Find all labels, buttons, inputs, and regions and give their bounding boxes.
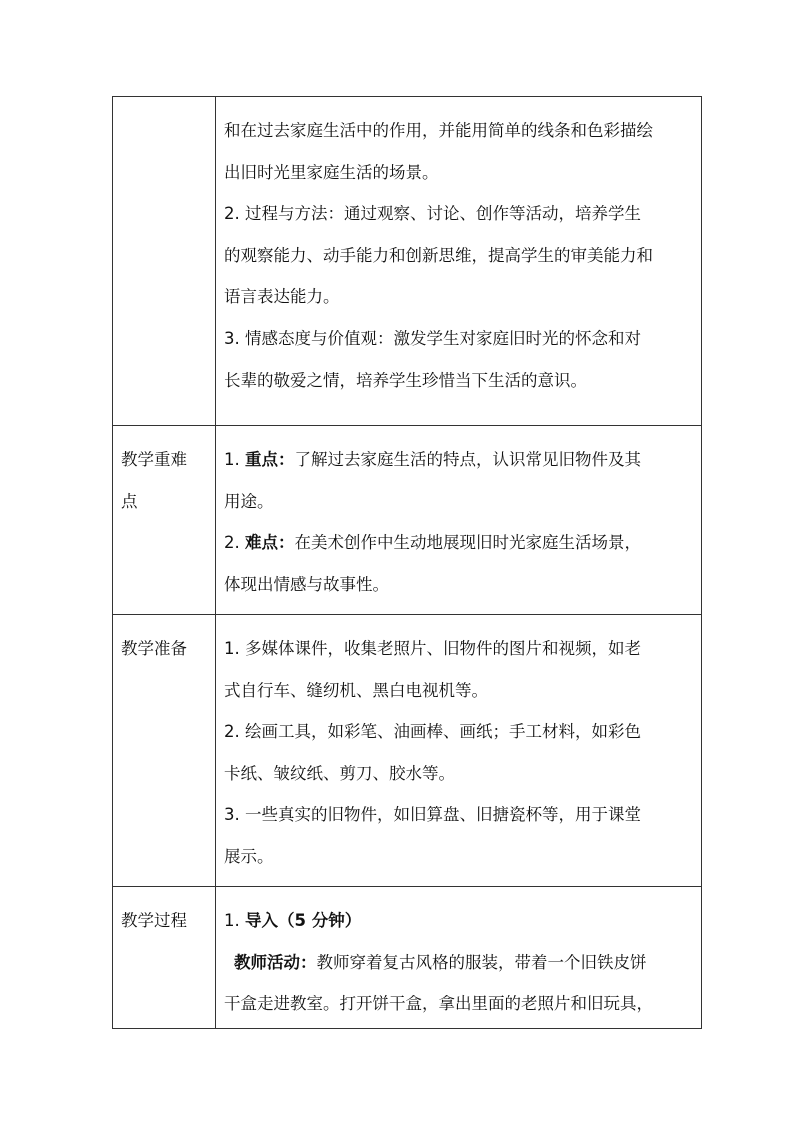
process-content xyxy=(216,887,702,1029)
objectives-content xyxy=(216,97,702,426)
item-number: 2. xyxy=(224,533,245,553)
text-line: 2. 过程与方法：通过观察、讨论、创作等活动，培养学生 xyxy=(224,204,641,224)
lesson-plan-table xyxy=(112,96,702,1029)
preparation-content xyxy=(216,615,702,887)
table-row-objectives xyxy=(113,97,702,426)
text-line: 展示。 xyxy=(224,846,274,866)
text-line: 体现出情感与故事性。 xyxy=(224,574,389,594)
text-line: 式自行车、缝纫机、黑白电视机等。 xyxy=(224,680,488,700)
text-line: 长辈的敬爱之情，培养学生珍惜当下生活的意识。 xyxy=(224,370,587,390)
item-heading: 导入（5 分钟） xyxy=(245,911,362,930)
text-line xyxy=(224,900,701,942)
text-line: 3. 一些真实的旧物件，如旧算盘、旧搪瓷杯等，用于课堂 xyxy=(224,805,641,825)
row-label-key-points xyxy=(113,426,216,615)
text-line xyxy=(224,522,701,564)
table-row-preparation xyxy=(113,615,702,887)
label-line: 教学重难 xyxy=(121,450,187,469)
text-line: 用途。 xyxy=(224,491,274,511)
text-line: 干盒走进教室。打开饼干盒，拿出里面的老照片和旧玩具， xyxy=(224,994,653,1014)
item-heading: 难点： xyxy=(245,533,295,553)
item-number: 1. xyxy=(224,911,245,930)
text-line: 1. 多媒体课件，收集老照片、旧物件的图片和视频，如老 xyxy=(224,639,641,658)
text-line xyxy=(224,942,701,984)
table-row-key-points xyxy=(113,426,702,615)
text-line: 和在过去家庭生活中的作用，并能用简单的线条和色彩描绘 xyxy=(224,121,653,140)
text-line: 卡纸、皱纹纸、剪刀、胶水等。 xyxy=(224,763,455,783)
text-line: 语言表达能力。 xyxy=(224,287,340,307)
text-line: 3. 情感态度与价值观：激发学生对家庭旧时光的怀念和对 xyxy=(224,328,641,348)
item-number: 1. xyxy=(224,450,245,469)
text-line: 的观察能力、动手能力和创新思维，提高学生的审美能力和 xyxy=(224,245,653,265)
item-heading: 教师活动： xyxy=(234,952,317,972)
text-line: 2. 绘画工具，如彩笔、油画棒、画纸；手工材料，如彩色 xyxy=(224,722,641,742)
table-row-process xyxy=(113,887,702,1029)
text-line xyxy=(224,439,701,481)
row-label-empty xyxy=(113,97,216,426)
row-label-preparation: 教学准备 xyxy=(113,615,216,887)
item-heading: 重点： xyxy=(245,450,295,469)
label-line: 点 xyxy=(121,491,138,511)
item-text: 了解过去家庭生活的特点，认识常见旧物件及其 xyxy=(294,450,641,469)
item-text: 教师穿着复古风格的服装，带着一个旧铁皮饼 xyxy=(316,952,647,972)
key-points-content xyxy=(216,426,702,615)
row-label-process: 教学过程 xyxy=(113,887,216,1029)
text-line: 出旧时光里家庭生活的场景。 xyxy=(224,162,439,182)
item-text: 在美术创作中生动地展现旧时光家庭生活场景， xyxy=(294,533,641,553)
